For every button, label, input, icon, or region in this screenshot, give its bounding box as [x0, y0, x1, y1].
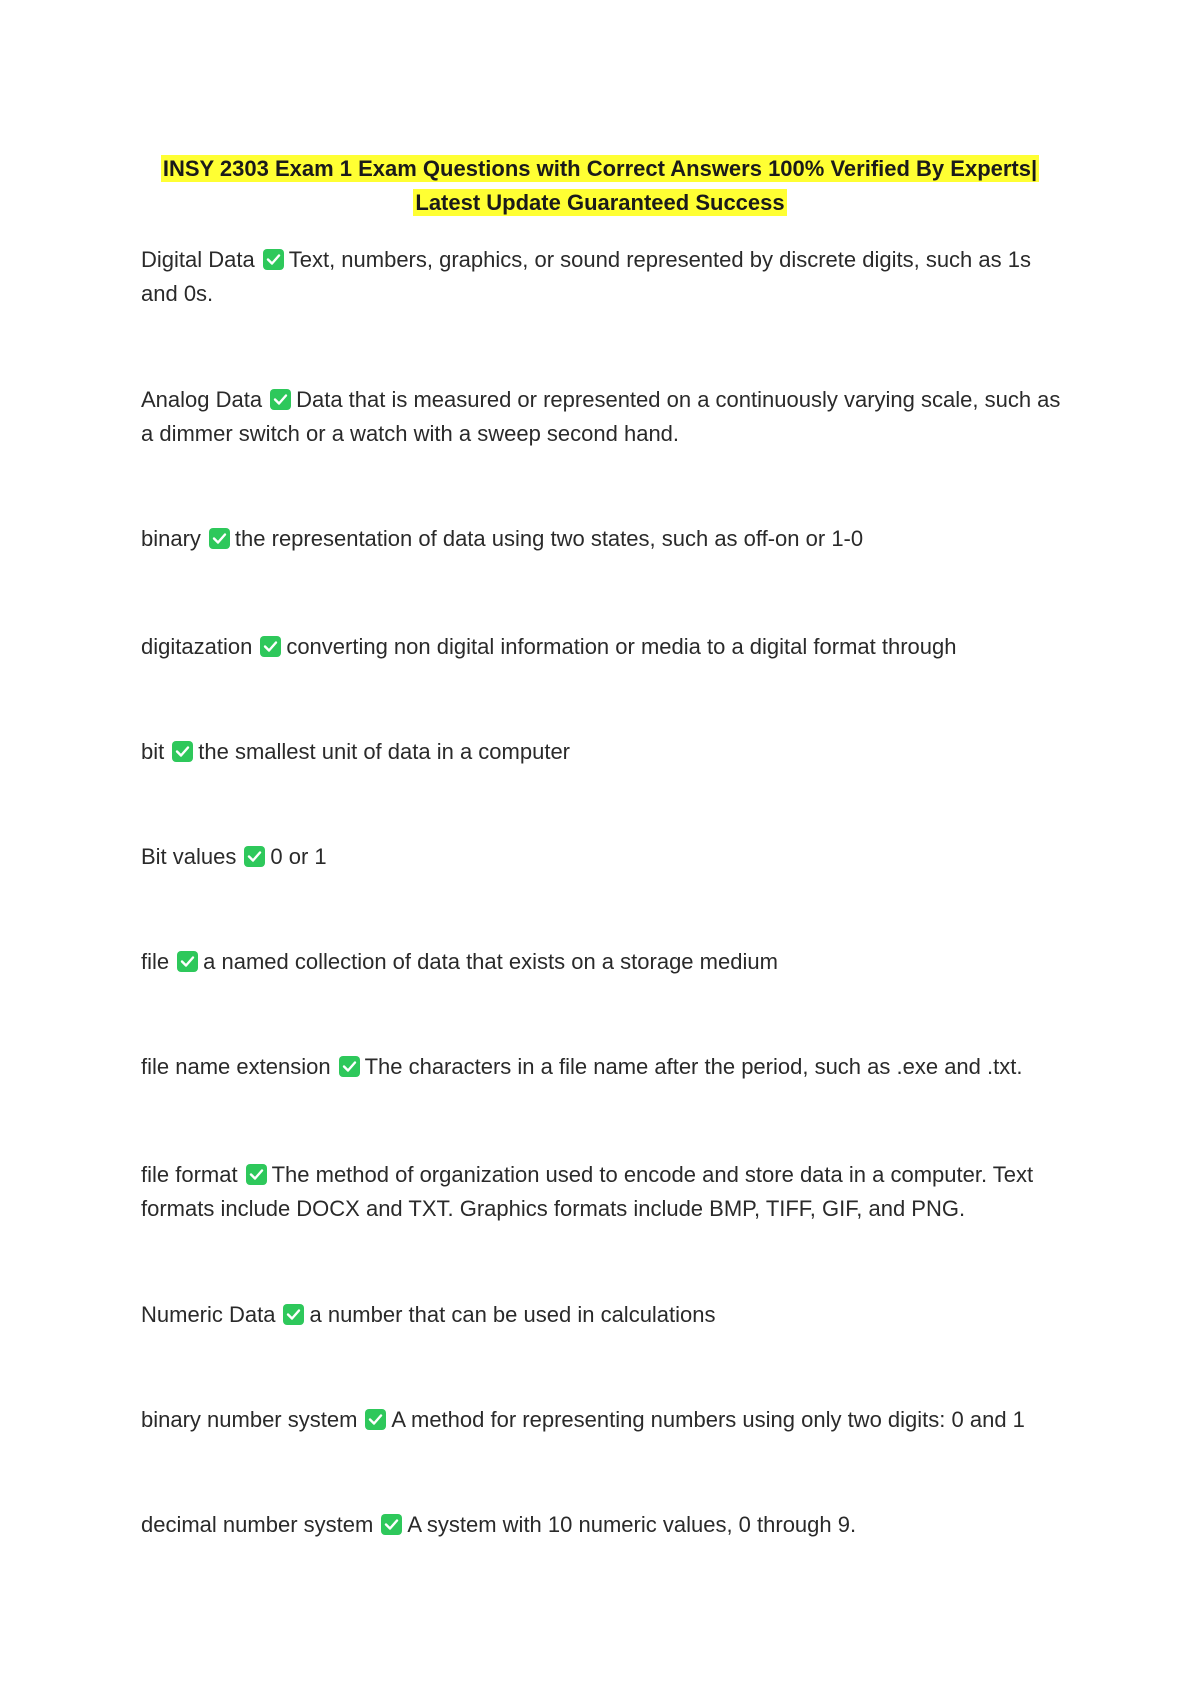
flashcard-entry	[141, 383, 1061, 451]
title-highlight: INSY 2303 Exam 1 Exam Questions with Correct Answers 100% Verified By Experts| Latest Update Guaranteed Success	[162, 156, 1038, 215]
entry-definition: A system with 10 numeric values, 0 through 9.	[407, 1512, 857, 1537]
entry-definition: The characters in a file name after the period, such as .exe and .txt.	[364, 1054, 1023, 1079]
flashcard-entry	[141, 945, 1061, 979]
entry-term: Digital Data	[141, 247, 255, 272]
flashcard-entry	[141, 1298, 1061, 1332]
flashcard-entry	[141, 1158, 1061, 1226]
check-mark-icon	[209, 528, 230, 549]
check-mark-icon	[263, 249, 284, 270]
entry-definition: The method of organization used to encode and store data in a computer. Text formats include DOCX and TXT. Graphics formats include BMP, TIFF, GIF, and PNG.	[141, 1162, 1034, 1221]
flashcard-entry	[141, 630, 1061, 664]
entry-term: bit	[141, 739, 165, 764]
check-mark-icon	[270, 389, 291, 410]
flashcard-entry	[141, 1050, 1061, 1084]
check-mark-icon	[339, 1056, 360, 1077]
entry-definition: Data that is measured or represented on a continuously varying scale, such as a dimmer switch or a watch with a sweep second hand.	[141, 387, 1061, 446]
entry-term: Numeric Data	[141, 1302, 276, 1327]
flashcard-entry	[141, 840, 1061, 874]
entry-term: digitazation	[141, 634, 253, 659]
flashcard-entry	[141, 735, 1061, 769]
entry-definition: the smallest unit of data in a computer	[198, 739, 571, 764]
entry-definition: the representation of data using two states, such as off-on or 1-0	[234, 526, 864, 551]
entry-definition: a number that can be used in calculations	[309, 1302, 716, 1327]
check-mark-icon	[246, 1164, 267, 1185]
check-mark-icon	[381, 1514, 402, 1535]
flashcard-entry	[141, 1508, 1061, 1542]
check-mark-icon	[244, 846, 265, 867]
entry-term: file name extension	[141, 1054, 331, 1079]
flashcard-entry	[141, 243, 1061, 311]
flashcard-entry	[141, 1403, 1061, 1437]
entry-term: binary number system	[141, 1407, 358, 1432]
entry-definition: converting non digital information or media to a digital format through	[286, 634, 957, 659]
entry-definition: Text, numbers, graphics, or sound represented by discrete digits, such as 1s and 0s.	[141, 247, 1031, 306]
check-mark-icon	[283, 1304, 304, 1325]
entry-definition: a named collection of data that exists on a storage medium	[203, 949, 778, 974]
entry-term: file format	[141, 1162, 238, 1187]
flashcard-entry	[141, 522, 1061, 556]
entry-definition: 0 or 1	[270, 844, 327, 869]
entry-term: binary	[141, 526, 201, 551]
check-mark-icon	[365, 1409, 386, 1430]
entry-term: Analog Data	[141, 387, 263, 412]
entry-term: file	[141, 949, 170, 974]
check-mark-icon	[260, 636, 281, 657]
check-mark-icon	[172, 741, 193, 762]
entry-term: Bit values	[141, 844, 237, 869]
check-mark-icon	[177, 951, 198, 972]
entry-term: decimal number system	[141, 1512, 374, 1537]
document-title	[150, 152, 1050, 220]
entry-definition: A method for representing numbers using only two digits: 0 and 1	[391, 1407, 1025, 1432]
